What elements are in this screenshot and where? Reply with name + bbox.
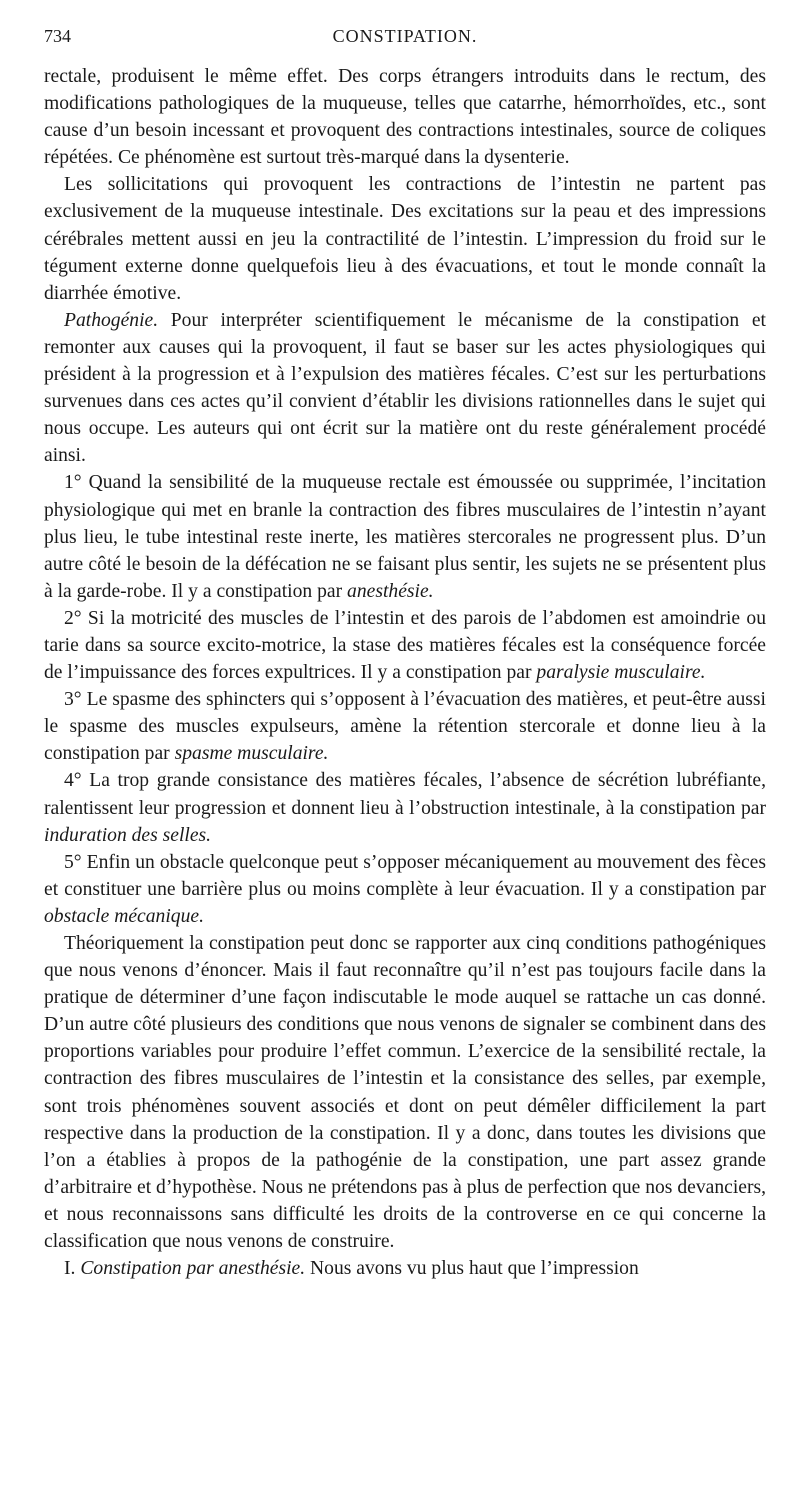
italic-run: anesthésie. — [347, 580, 434, 602]
text-run: Les sollicitations qui provoquent les contractions de l’intestin ne partent pas exclusivement de la muqueuse intestinale. Des excitations sur la peau et des impressions cérébrales mettent aussi en jeu la contractilité de l’intestin. L’impression du froid sur le tégument externe donne quelquefois lieu à des évacuations, et tout le monde connaît la diarrhée émotive. — [44, 174, 766, 304]
text-run: 4° La trop grande consistance des matières fécales, l’absence de sécrétion lubréfiante, ralentissent leur progression et donnent lieu à l’obstruction intestinale, à la constipation par — [44, 770, 766, 819]
text-run: rectale, produisent le même effet. Des corps étrangers introduits dans le rectum, des modifications pathologiques de la muqueuse, telles que catarrhe, hémorrhoïdes, etc., sont cause d’un besoin incessant et provoquent des contractions intestinales, source de coliques répétées. Ce phénomène est surtout très-marqué dans la dysenterie. — [44, 66, 766, 169]
italic-run: induration des selles. — [44, 824, 212, 846]
italic-run: paralysie musculaire. — [536, 662, 706, 684]
italic-run: obstacle mécanique. — [44, 905, 204, 927]
running-title: CONSTIPATION. — [332, 26, 478, 46]
paragraph — [44, 767, 766, 848]
text-run: Nous avons vu plus haut que l’impression — [305, 1258, 639, 1280]
text-run: 5° Enfin un obstacle quelconque peut s’opposer mécaniquement au mouvement des fèces et constituer une barrière plus ou moins complète à leur évacuation. Il y a constipation par — [44, 851, 766, 900]
page-body — [44, 63, 766, 1282]
paragraph — [44, 171, 766, 306]
italic-run: Constipation par anesthésie. — [80, 1258, 306, 1280]
paragraph — [44, 1255, 766, 1282]
text-run: 3° Le spasme des sphincters qui s’opposent à l’évacuation des matières, et peut-être aussi le spasme des muscles expulseurs, amène la rétention stercorale et donne lieu à la constipation par — [44, 689, 766, 765]
text-run: 2° Si la motricité des muscles de l’intestin et des parois de l’abdomen est amoindrie ou tarie dans sa source excito-motrice, la stase des matières fécales est la conséquence forcée de l’impuissance des forces expultrices. Il y a constipation par — [44, 607, 766, 684]
paragraph — [44, 63, 766, 171]
paragraph — [44, 686, 766, 767]
paragraph — [44, 469, 766, 604]
page-header — [44, 26, 766, 56]
paragraph — [44, 849, 766, 930]
paragraph — [44, 307, 766, 470]
paragraph — [44, 930, 766, 1255]
text-run: Théoriquement la constipation peut donc se rapporter aux cinq conditions pathogéniques que nous venons d’énoncer. Mais il faut reconnaître qu’il n’est pas toujours facile dans la pratique de déterminer d’une façon indiscutable le mode auquel se rattache un cas donné. D’un autre côté plusieurs des conditions que nous venons de signaler se combinent dans des proportions variables pour produire l’effet commun. L’exercice de la sensibilité rectale, la contraction des fibres musculaires de l’intestin et la consistance des selles, par exemple, sont trois phénomènes souvent associés et dont on peut démêler difficilement la part respective dans la production de la constipation. Il y a donc, dans toutes les divisions que l’on a établies à propos de la pathogénie de la constipation, une part assez grande d’arbitraire et d’hypothèse. Nous ne prétendons pas à plus de perfection que nos devanciers, et nous reconnaissons sans difficulté les droits de la controverse en ce qui concerne la classification que nous venons de construire. — [44, 933, 767, 1253]
book-page — [44, 26, 766, 1282]
text-run: Pour interpréter scientifiquement le mécanisme de la constipation et remonter aux causes qui la provoquent, il faut se baser sur les actes physiologiques qui président à la progression et à l’expulsion des matières fécales. C’est sur les perturbations survenues dans ces actes qu’il convient d’établir les divisions rationnelles dans le sujet qui nous occupe. Les auteurs qui ont écrit sur la matière ont du reste généralement procédé ainsi. — [44, 309, 766, 467]
text-run: 1° Quand la sensibilité de la muqueuse rectale est émoussée ou supprimée, l’incitation physiologique qui met en branle la contraction des fibres musculaires de l’intestin n’ayant plus lieu, le tube intestinal reste inerte, les matières stercorales ne progressent plus. D’un autre côté le besoin de la défécation ne se faisant plus sentir, les sujets ne se présentent plus à la garde-robe. Il y a constipation par — [44, 472, 766, 602]
italic-run: Pathogénie. — [64, 309, 159, 331]
paragraph — [44, 605, 766, 686]
page-number: 734 — [44, 26, 71, 46]
text-run: I. — [64, 1258, 81, 1280]
italic-run: spasme musculaire. — [174, 743, 329, 765]
